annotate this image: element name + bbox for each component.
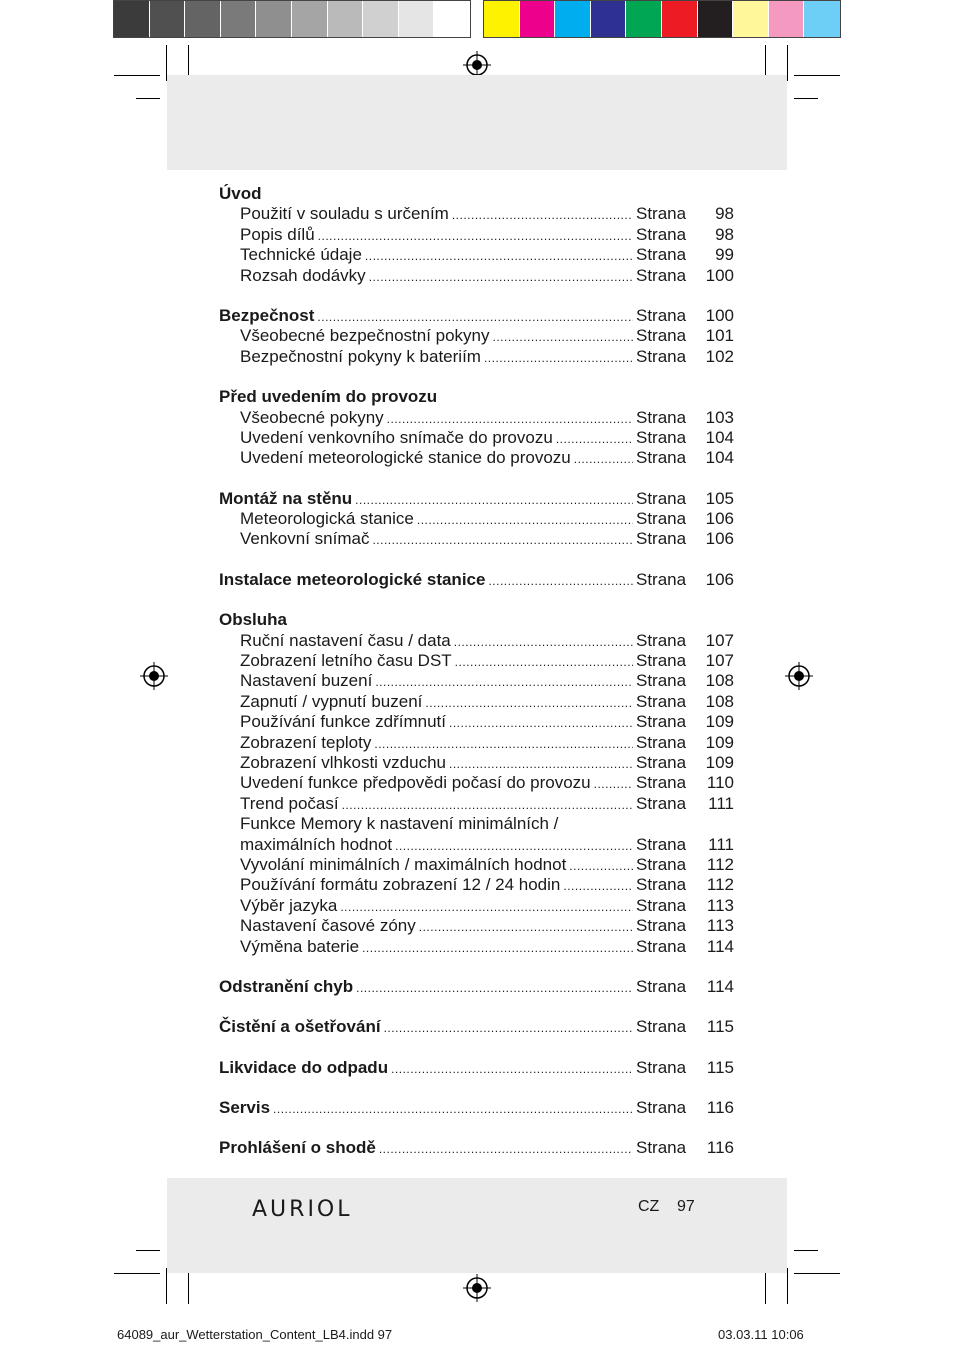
toc-leader-dots	[569, 856, 633, 876]
toc-entry-label: Výběr jazyka	[240, 895, 338, 915]
toc-leader-dots	[369, 267, 633, 287]
toc-leader-dots	[355, 490, 633, 510]
cmyk-swatch	[698, 1, 734, 37]
toc-strana-label: Strana	[636, 875, 687, 895]
brand-logo-text: AURIOL	[252, 1197, 353, 1220]
toc-entry-row	[219, 651, 734, 671]
toc-section	[219, 977, 734, 997]
toc-entry-label: Výměna baterie	[240, 936, 360, 956]
gray-swatch	[185, 1, 221, 37]
toc-strana-label: Strana	[636, 1138, 687, 1158]
toc-section	[219, 184, 734, 286]
gray-swatch	[434, 1, 470, 37]
toc-page-number: 109	[705, 752, 734, 772]
crop-mark	[136, 1250, 160, 1251]
toc-entry-row	[219, 835, 734, 855]
toc-entry-row	[219, 347, 734, 367]
toc-leader-dots	[425, 693, 633, 713]
toc-strana-label: Strana	[636, 488, 687, 508]
toc-leader-dots	[484, 348, 633, 368]
toc-entry-label: Venkovní snímač	[240, 529, 370, 549]
toc-page-number: 105	[705, 488, 734, 508]
toc-page-number: 115	[706, 1017, 734, 1037]
toc-leader-dots	[365, 246, 633, 266]
toc-entry-row	[219, 916, 734, 936]
cmyk-swatch	[626, 1, 662, 37]
toc-page-number: 107	[705, 630, 734, 650]
toc-strana-label: Strana	[636, 529, 687, 549]
toc-page-number: 108	[705, 691, 734, 711]
toc-entry-label: Zobrazení vlhkosti vzduchu	[240, 752, 446, 772]
toc-heading-row	[219, 1058, 734, 1078]
registration-mark-icon	[785, 662, 813, 690]
toc-entry-label: Montáž na stěnu	[219, 488, 353, 508]
toc-strana-label: Strana	[636, 936, 687, 956]
gray-swatch	[114, 1, 150, 37]
crop-mark	[765, 1268, 766, 1304]
toc-section	[219, 387, 734, 469]
registration-mark-icon	[463, 1274, 491, 1302]
toc-entry-label: Bezpečnostní pokyny k bateriím	[240, 346, 481, 366]
toc-heading-row	[219, 1098, 734, 1118]
toc-strana-label: Strana	[636, 651, 687, 671]
cmyk-swatch	[662, 1, 698, 37]
toc-entry-label: Zobrazení letního času DST	[240, 651, 452, 671]
cmyk-swatch	[804, 1, 840, 37]
toc-leader-dots	[395, 836, 633, 856]
toc-leader-dots	[342, 795, 633, 815]
toc-entry-label: Čistění a ošetřování	[219, 1017, 381, 1037]
toc-page-number: 111	[708, 834, 734, 854]
gray-swatch	[256, 1, 292, 37]
toc-leader-dots	[455, 652, 633, 672]
toc-entry-label: Ruční nastavení času / data	[240, 630, 451, 650]
gray-swatch	[221, 1, 257, 37]
toc-entry-label: Uvedení venkovního snímače do provozu	[240, 427, 553, 447]
cmyk-swatch	[591, 1, 627, 37]
toc-page-number: 106	[705, 509, 734, 529]
toc-section	[219, 610, 734, 957]
toc-page-number: 107	[705, 651, 734, 671]
toc-entry-label: Instalace meteorologické stanice	[219, 569, 486, 589]
toc-page-number: 113	[706, 895, 734, 915]
toc-strana-label: Strana	[636, 1057, 687, 1077]
toc-page-number: 104	[705, 427, 734, 447]
cmyk-swatch	[733, 1, 769, 37]
toc-entry-label: maximálních hodnot	[240, 834, 393, 854]
toc-leader-dots	[374, 734, 633, 754]
toc-entry-row	[219, 326, 734, 346]
toc-section	[219, 1058, 734, 1078]
crop-mark	[166, 1268, 167, 1304]
toc-entry-row	[219, 733, 734, 753]
toc-entry-row	[219, 937, 734, 957]
toc-strana-label: Strana	[636, 854, 687, 874]
toc-page-number: 102	[705, 346, 734, 366]
toc-strana-label: Strana	[636, 305, 687, 325]
toc-strana-label: Strana	[636, 448, 687, 468]
toc-strana-label: Strana	[636, 346, 687, 366]
toc-entry-label: Trend počasí	[240, 793, 339, 813]
toc-strana-label: Strana	[636, 224, 687, 244]
toc-entry-row	[219, 855, 734, 875]
crop-mark	[114, 1273, 160, 1274]
toc-entry-row	[219, 794, 734, 814]
crop-mark	[114, 75, 160, 76]
toc-page-number: 104	[705, 448, 734, 468]
toc-page-number: 115	[706, 1057, 734, 1077]
cmyk-swatch	[555, 1, 591, 37]
toc-entry-label: Meteorologická stanice	[240, 509, 414, 529]
toc-entry-row	[219, 245, 734, 265]
toc-entry-row	[219, 692, 734, 712]
toc-page-number: 116	[706, 1138, 734, 1158]
crop-mark	[794, 1273, 840, 1274]
toc-strana-label: Strana	[636, 793, 687, 813]
toc-leader-dots	[375, 672, 633, 692]
toc-page-number: 113	[706, 916, 734, 936]
toc-strana-label: Strana	[636, 916, 687, 936]
toc-entry-label-line: Funkce Memory k nastavení minimálních /	[240, 814, 559, 834]
toc-page-number: 98	[715, 204, 734, 224]
toc-strana-label: Strana	[636, 691, 687, 711]
crop-mark	[787, 1268, 788, 1304]
grayscale-color-bar	[113, 0, 471, 38]
toc-entry-row	[219, 773, 734, 793]
toc-entry-row	[219, 408, 734, 428]
crop-mark	[188, 1268, 189, 1304]
toc-leader-dots	[452, 205, 633, 225]
footer-page-number: 97	[677, 1198, 695, 1215]
gray-swatch	[292, 1, 328, 37]
toc-page-number: 108	[705, 671, 734, 691]
toc-page-number: 98	[715, 224, 734, 244]
crop-mark	[794, 75, 840, 76]
toc-entry-row	[219, 529, 734, 549]
toc-page-number: 110	[706, 773, 734, 793]
toc-strana-label: Strana	[636, 1098, 687, 1118]
toc-entry-label: Použití v souladu s určením	[240, 204, 449, 224]
toc-entry-row	[219, 896, 734, 916]
toc-heading-row	[219, 1138, 734, 1158]
toc-entry-label: Nastavení buzení	[240, 671, 373, 691]
toc-entry-label: Prohlášení o shodě	[219, 1138, 376, 1158]
toc-entry-label: Popis dílů	[240, 224, 315, 244]
slug-filename: 64089_aur_Wetterstation_Content_LB4.indd 97	[117, 1327, 393, 1342]
toc-entry-row	[219, 509, 734, 529]
toc-entry-row	[219, 631, 734, 651]
toc-strana-label: Strana	[636, 773, 687, 793]
toc-heading-row	[219, 977, 734, 997]
toc-strana-label: Strana	[636, 630, 687, 650]
toc-page-number: 100	[705, 265, 734, 285]
toc-page-number: 111	[708, 793, 734, 813]
toc-leader-dots	[417, 510, 633, 530]
toc-leader-dots	[556, 429, 633, 449]
crop-mark	[787, 45, 788, 81]
crop-mark	[794, 1250, 818, 1251]
toc-entry-label: Servis	[219, 1098, 271, 1118]
toc-leader-dots	[340, 897, 633, 917]
toc-heading-row	[219, 306, 734, 326]
toc-entry-label: Vyvolání minimálních / maximálních hodnot	[240, 854, 567, 874]
toc-page-number: 106	[705, 529, 734, 549]
toc-leader-dots	[372, 530, 633, 550]
toc-entry-label: Odstranění chyb	[219, 976, 354, 996]
toc-entry-label: Technické údaje	[240, 245, 362, 265]
toc-leader-dots	[362, 938, 633, 958]
toc-entry-label: Rozsah dodávky	[240, 265, 366, 285]
registration-mark-icon	[140, 662, 168, 690]
toc-section-heading: Obsluha	[219, 610, 288, 630]
toc-strana-label: Strana	[636, 976, 687, 996]
toc-strana-label: Strana	[636, 752, 687, 772]
toc-strana-label: Strana	[636, 204, 687, 224]
toc-strana-label: Strana	[636, 712, 687, 732]
toc-entry-row	[219, 448, 734, 468]
slug-datetime: 03.03.11 10:06	[718, 1327, 804, 1342]
toc-page-number: 103	[705, 407, 734, 427]
toc-page-number: 116	[706, 1098, 734, 1118]
footer-language: CZ	[638, 1198, 660, 1215]
toc-entry-row	[219, 671, 734, 691]
toc-leader-dots	[449, 754, 633, 774]
toc-leader-dots	[317, 307, 633, 327]
toc-page-number: 101	[705, 326, 734, 346]
table-of-contents	[219, 184, 734, 1179]
toc-section	[219, 1138, 734, 1158]
auriol-logo-icon	[252, 1196, 384, 1220]
toc-page-number: 112	[706, 854, 734, 874]
toc-leader-dots	[574, 449, 633, 469]
gray-swatch	[328, 1, 364, 37]
toc-leader-dots	[594, 774, 633, 794]
cmyk-swatch	[520, 1, 556, 37]
toc-page-number: 109	[705, 732, 734, 752]
toc-section	[219, 489, 734, 550]
toc-page-number: 99	[715, 245, 734, 265]
toc-leader-dots	[356, 978, 633, 998]
toc-section-heading: Před uvedením do provozu	[219, 387, 438, 407]
toc-entry-label: Používání funkce zdřímnutí	[240, 712, 446, 732]
toc-entry-row	[219, 875, 734, 895]
cmyk-swatch	[769, 1, 805, 37]
toc-entry-label: Bezpečnost	[219, 305, 315, 325]
toc-section	[219, 306, 734, 367]
toc-entry-label: Uvedení funkce předpovědi počasí do provozu	[240, 773, 591, 793]
header-panel	[167, 75, 787, 170]
toc-section-heading: Úvod	[219, 184, 262, 203]
crop-mark	[794, 98, 818, 99]
toc-page-number: 109	[705, 712, 734, 732]
toc-strana-label: Strana	[636, 326, 687, 346]
toc-section	[219, 570, 734, 590]
toc-entry-label: Uvedení meteorologické stanice do provozu	[240, 448, 571, 468]
toc-leader-dots	[563, 876, 633, 896]
toc-entry-label: Všeobecné bezpečnostní pokyny	[240, 326, 490, 346]
toc-entry-label: Všeobecné pokyny	[240, 407, 384, 427]
toc-page-number: 112	[706, 875, 734, 895]
toc-heading-row	[219, 489, 734, 509]
toc-page-number: 100	[705, 305, 734, 325]
toc-leader-dots	[387, 409, 633, 429]
toc-strana-label: Strana	[636, 265, 687, 285]
toc-leader-dots	[419, 917, 633, 937]
process-color-bar	[483, 0, 841, 38]
toc-leader-dots	[391, 1059, 633, 1079]
toc-leader-dots	[449, 713, 633, 733]
toc-strana-label: Strana	[636, 569, 687, 589]
gray-swatch	[399, 1, 435, 37]
toc-leader-dots	[318, 226, 633, 246]
crop-mark	[136, 98, 160, 99]
toc-strana-label: Strana	[636, 834, 687, 854]
toc-entry-row	[219, 266, 734, 286]
toc-page-number: 114	[706, 936, 734, 956]
toc-heading-row	[219, 1017, 734, 1037]
toc-strana-label: Strana	[636, 895, 687, 915]
toc-section	[219, 1017, 734, 1037]
toc-strana-label: Strana	[636, 671, 687, 691]
toc-entry-label: Nastavení časové zóny	[240, 916, 416, 936]
toc-page-number: 106	[705, 569, 734, 589]
toc-entry-row	[219, 225, 734, 245]
toc-entry-row	[219, 204, 734, 224]
toc-strana-label: Strana	[636, 427, 687, 447]
toc-leader-dots	[273, 1099, 633, 1119]
toc-section	[219, 1098, 734, 1118]
toc-entry-label: Zapnutí / vypnutí buzení	[240, 691, 423, 711]
toc-strana-label: Strana	[636, 245, 687, 265]
footer-panel	[167, 1178, 787, 1273]
toc-leader-dots	[454, 632, 633, 652]
toc-entry-row	[219, 753, 734, 773]
gray-swatch	[363, 1, 399, 37]
toc-entry-label: Zobrazení teploty	[240, 732, 372, 752]
toc-strana-label: Strana	[636, 732, 687, 752]
toc-entry-label: Používání formátu zobrazení 12 / 24 hodin	[240, 875, 561, 895]
toc-strana-label: Strana	[636, 407, 687, 427]
cmyk-swatch	[484, 1, 520, 37]
brand-logo	[252, 1194, 384, 1222]
toc-leader-dots	[488, 571, 633, 591]
toc-leader-dots	[493, 327, 633, 347]
toc-entry-row	[219, 428, 734, 448]
toc-heading-row	[219, 570, 734, 590]
toc-entry-row	[219, 712, 734, 732]
toc-entry-label: Likvidace do odpadu	[219, 1057, 389, 1077]
toc-strana-label: Strana	[636, 1017, 687, 1037]
gray-swatch	[150, 1, 186, 37]
toc-leader-dots	[384, 1018, 633, 1038]
toc-page-number: 114	[706, 976, 734, 996]
toc-strana-label: Strana	[636, 509, 687, 529]
toc-leader-dots	[379, 1139, 633, 1159]
